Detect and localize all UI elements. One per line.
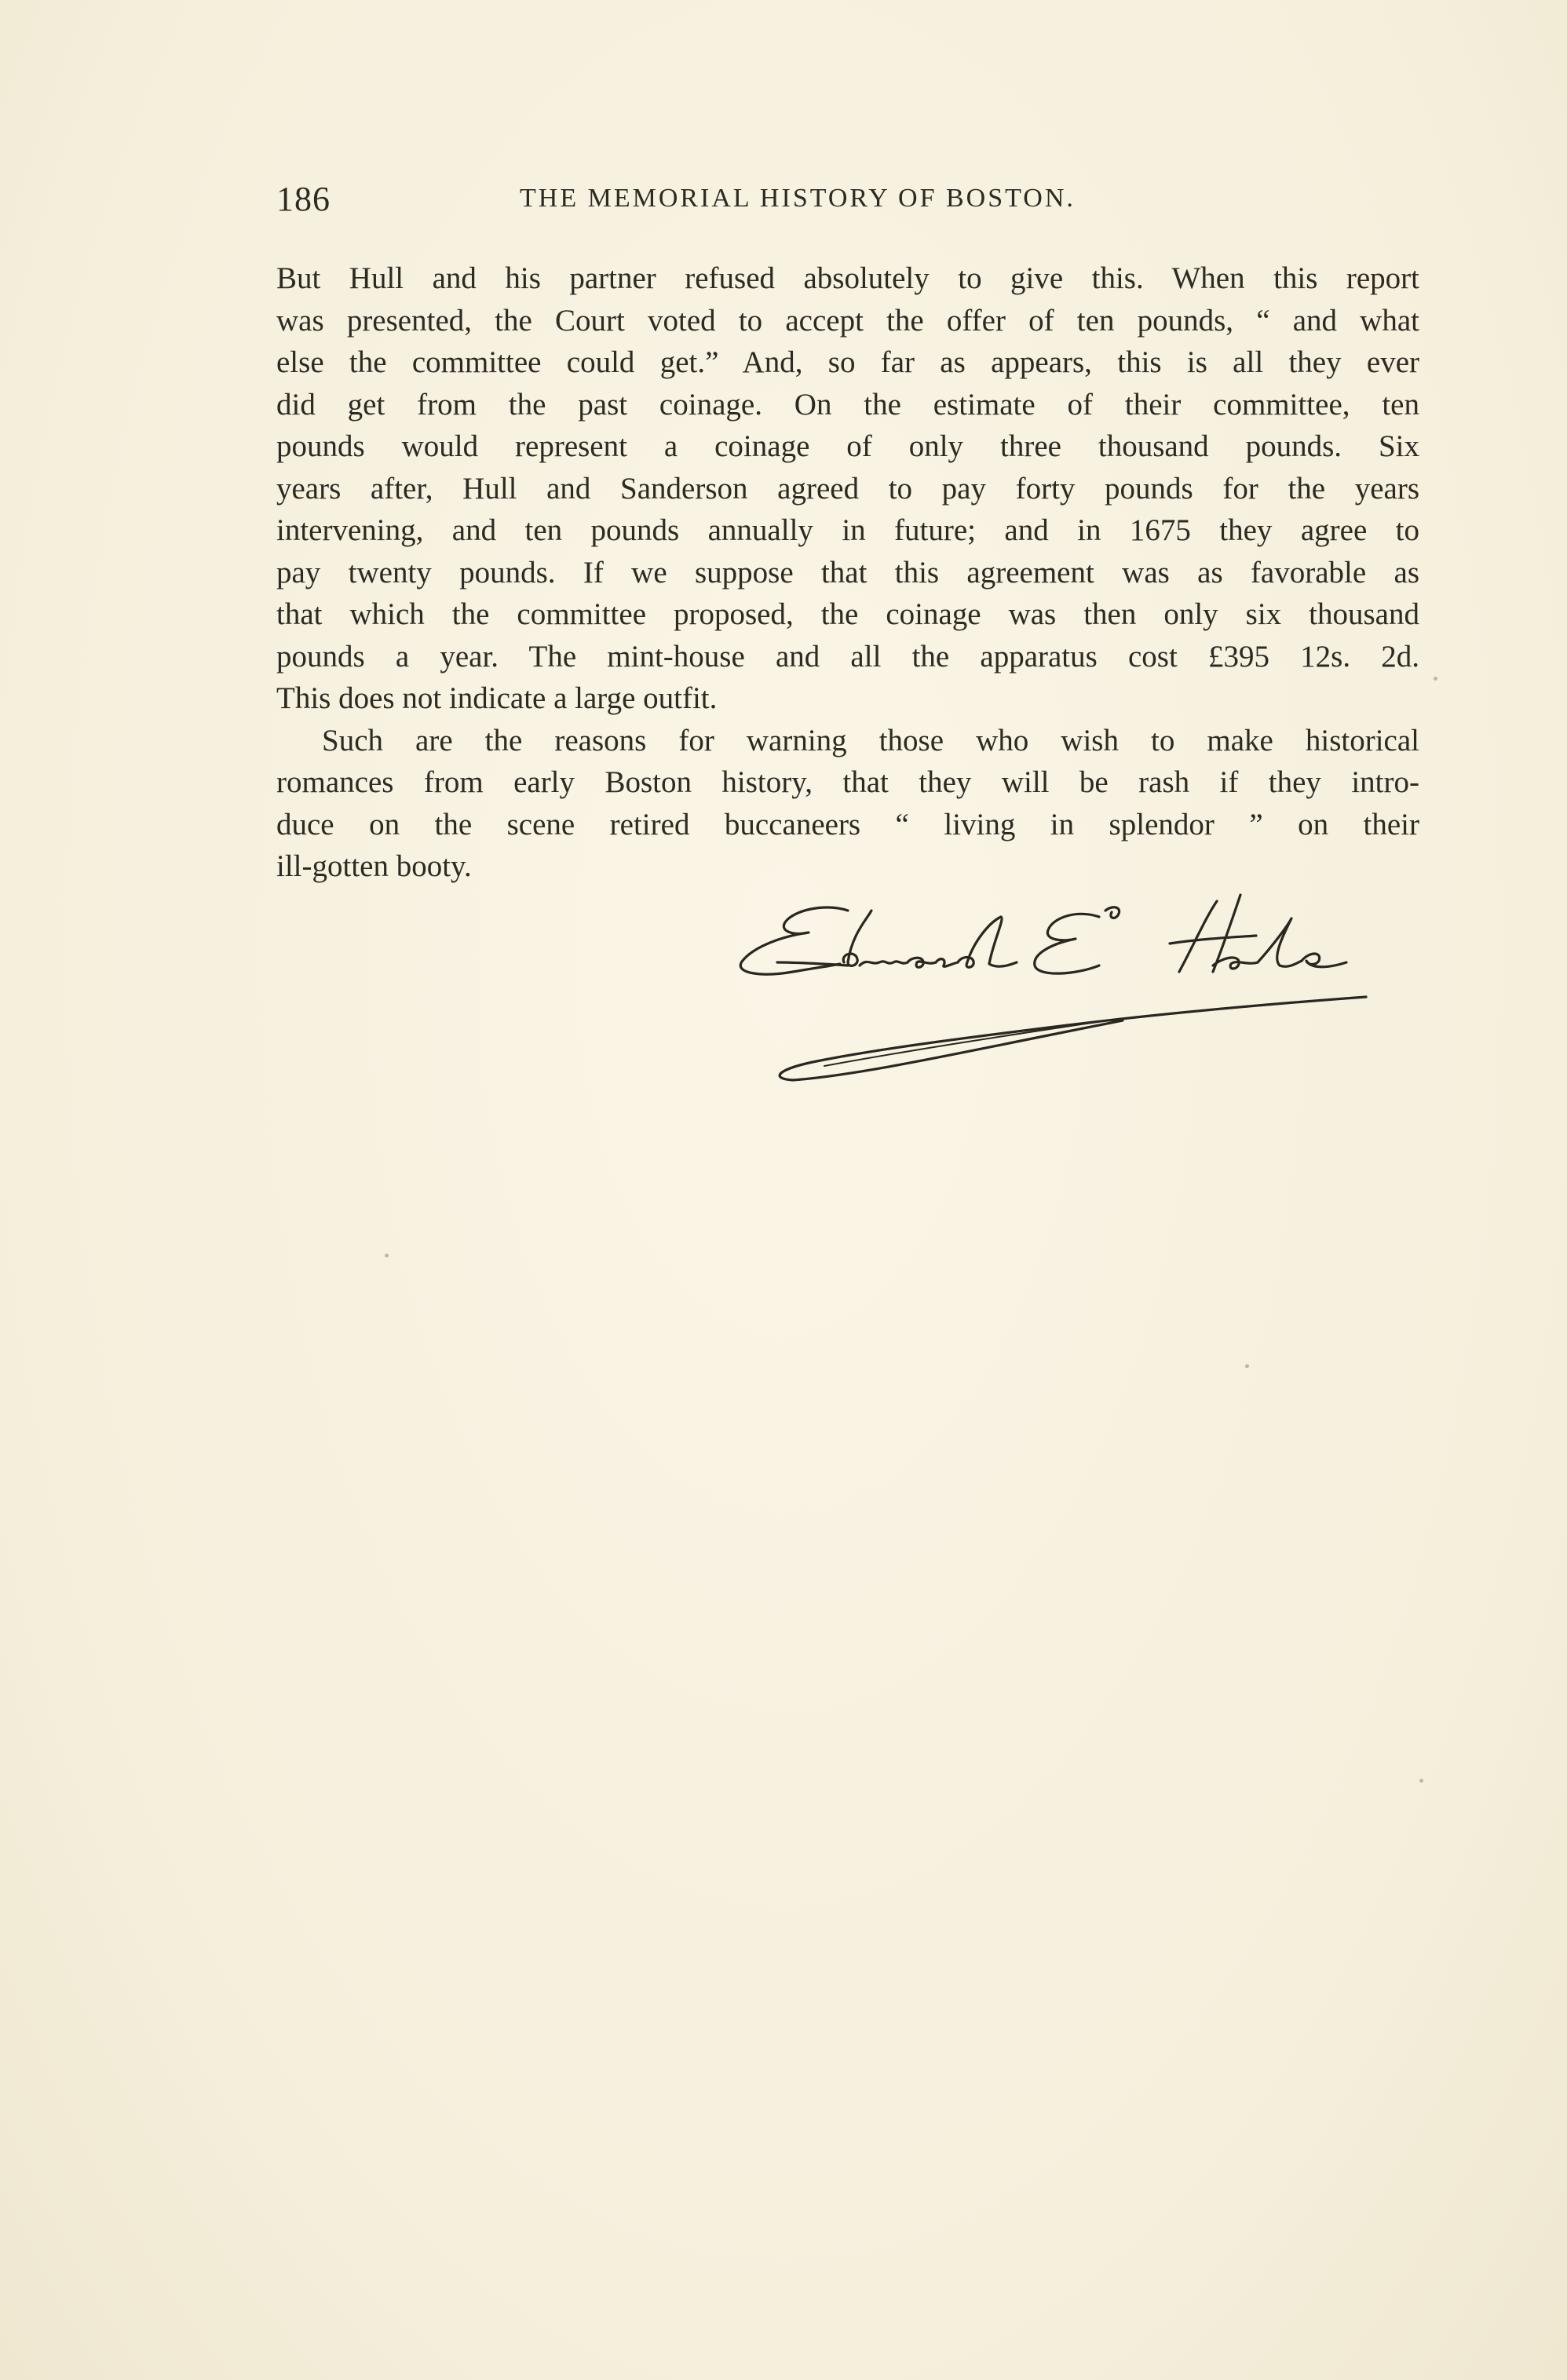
handwritten-signature [730, 887, 1421, 1107]
paragraph [276, 720, 1419, 888]
paper-speck [1434, 677, 1437, 681]
running-title: THE MEMORIAL HISTORY OF BOSTON. [520, 184, 1076, 213]
text-line: did get from the past coinage. On the estimate of their committee, ten [276, 387, 1419, 422]
text-line: duce on the scene retired buccaneers “ living in splendor ” on their [276, 807, 1419, 841]
text-line: years after, Hull and Sanderson agreed to pay forty pounds for the years [276, 471, 1419, 506]
paper-speck [385, 1254, 389, 1258]
text-line: pounds a year. The mint-house and all the apparatus cost £395 12s. 2d. [276, 639, 1419, 673]
text-line: But Hull and his partner refused absolutely to give this. When this report [276, 261, 1419, 295]
text-line: romances from early Boston history, that they will be rash if they intro- [276, 765, 1419, 799]
paragraph [276, 257, 1419, 720]
text-line: Such are the reasons for warning those who wish to make historical [322, 723, 1419, 757]
paper-speck [1245, 1364, 1249, 1368]
body-text [276, 257, 1419, 888]
text-line: was presented, the Court voted to accept the offer of ten pounds, “ and what [276, 303, 1419, 338]
text-line: ill-gotten booty. [276, 849, 472, 883]
text-line: else the committee could get.” And, so far as appears, this is all they ever [276, 345, 1419, 379]
paper-speck [1419, 1779, 1423, 1783]
text-line: pounds would represent a coinage of only three thousand pounds. Six [276, 429, 1419, 463]
text-line: This does not indicate a large outfit. [276, 681, 718, 715]
text-line: that which the committee proposed, the coinage was then only six thousand [276, 597, 1419, 631]
running-head [276, 179, 1423, 226]
text-line: pay twenty pounds. If we suppose that this agreement was as favorable as [276, 555, 1419, 590]
page-number: 186 [276, 180, 331, 218]
text-line: intervening, and ten pounds annually in future; and in 1675 they agree to [276, 513, 1419, 547]
